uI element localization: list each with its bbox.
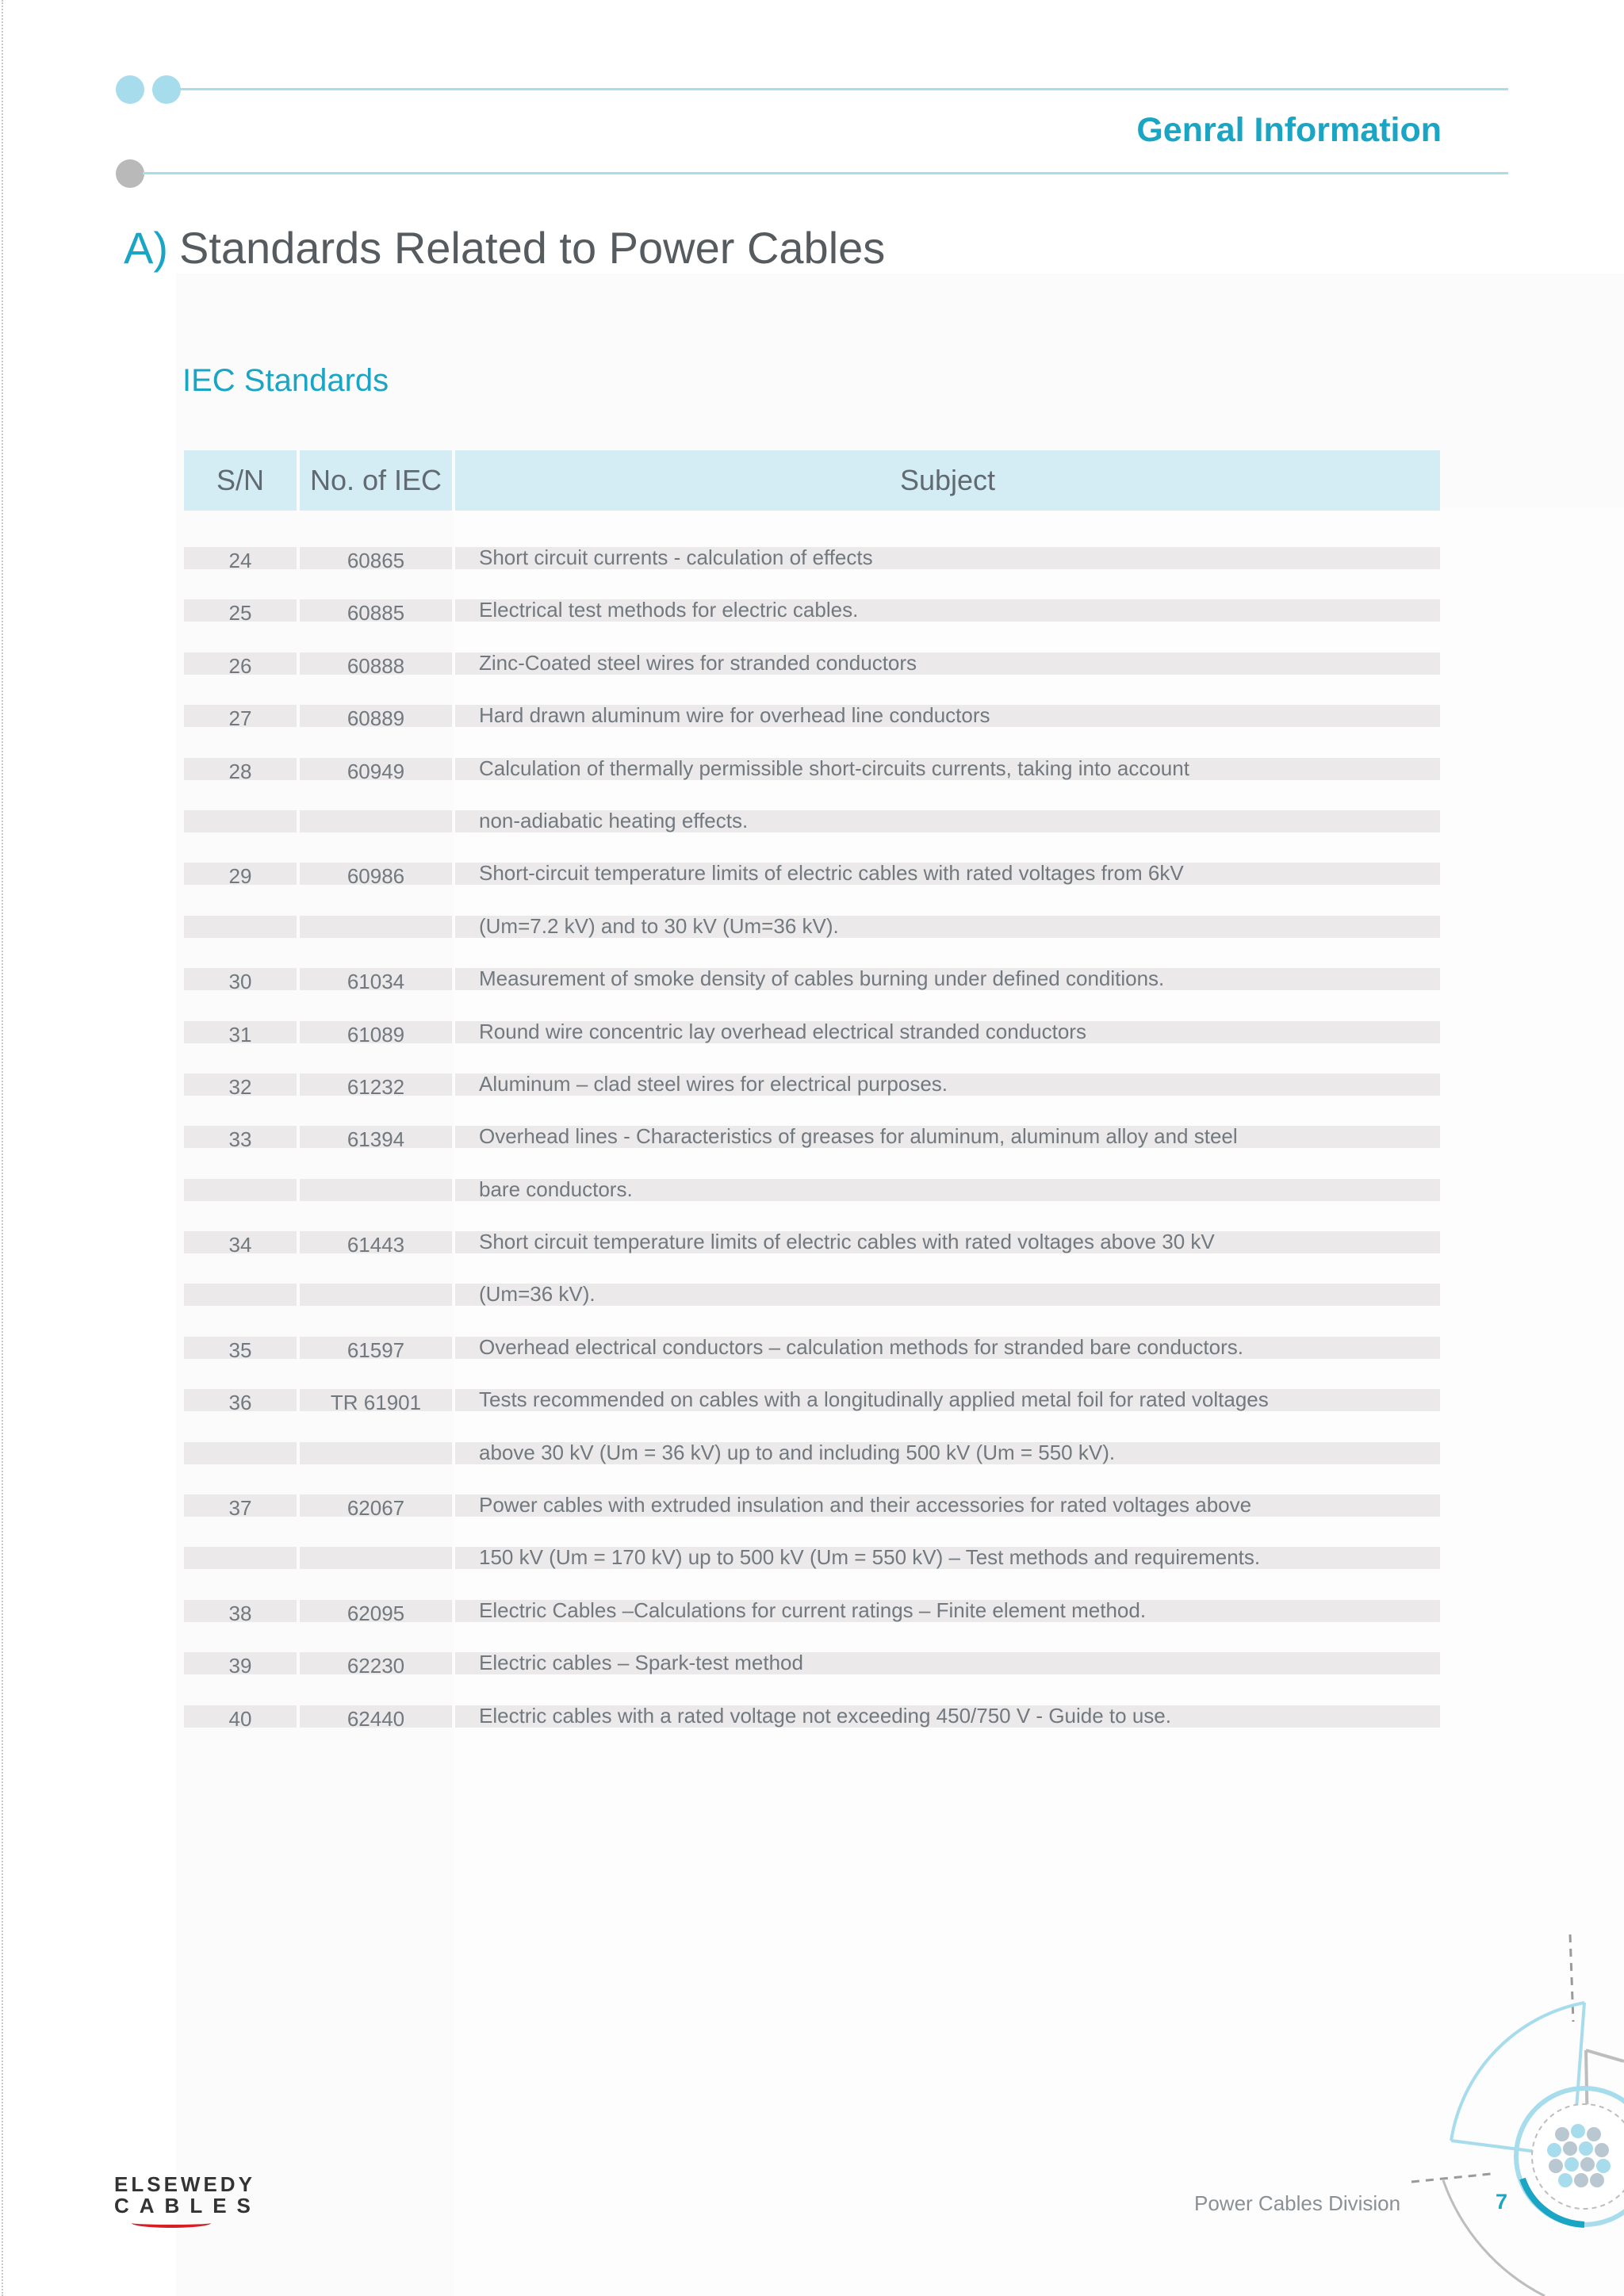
cell-sn — [184, 1705, 297, 1731]
table-row — [184, 525, 1440, 577]
cell-iec-number — [300, 1547, 452, 1569]
table-row — [184, 1261, 1440, 1314]
cell-subject-text: bare conductors. — [479, 1177, 633, 1201]
cell-sn — [184, 1073, 297, 1099]
cell-iec-number — [300, 599, 452, 626]
cell-subject — [455, 1073, 1440, 1096]
page-edge-dotted-border — [2, 0, 3, 2296]
cell-subject — [455, 968, 1440, 990]
cell-sn-text: 33 — [228, 1127, 252, 1152]
cell-iec-number-text: 60888 — [347, 653, 405, 678]
cell-subject — [455, 1494, 1440, 1517]
table-row — [184, 1104, 1440, 1156]
cell-subject-text: Overhead electrical conductors – calculation methods for stranded bare conductors. — [479, 1334, 1243, 1359]
cell-sn — [184, 1600, 297, 1625]
cell-subject — [455, 1442, 1440, 1464]
cell-iec-number — [300, 916, 452, 938]
cell-subject — [455, 1126, 1440, 1148]
cell-iec-number-text: 61034 — [347, 970, 405, 994]
cell-iec-number — [300, 1231, 452, 1257]
table-header — [184, 450, 1440, 511]
cell-iec-number — [300, 1126, 452, 1152]
cell-subject-text: Short circuit temperature limits of electric cables with rated voltages above 30 kV — [479, 1230, 1215, 1254]
cell-sn — [184, 758, 297, 783]
header-rule-top — [179, 88, 1508, 90]
elsewedy-cables-logo — [114, 2172, 261, 2228]
table-row — [184, 1472, 1440, 1525]
table-body — [184, 525, 1440, 1735]
cell-iec-number-text: 61443 — [347, 1233, 405, 1257]
cell-subject — [455, 863, 1440, 885]
table-row — [184, 788, 1440, 840]
cell-sn-text: 38 — [228, 1601, 252, 1625]
cell-subject — [455, 1179, 1440, 1201]
cell-subject-text: Electrical test methods for electric cables. — [479, 598, 859, 622]
table-row — [184, 999, 1440, 1051]
cell-sn-text: 28 — [228, 759, 252, 783]
table-row — [184, 1683, 1440, 1735]
cell-sn — [184, 968, 297, 994]
cell-subject — [455, 1547, 1440, 1569]
cell-sn-text: 32 — [228, 1074, 252, 1099]
cell-sn — [184, 1179, 297, 1201]
cell-subject — [455, 1600, 1440, 1622]
cell-iec-number — [300, 1389, 452, 1415]
page-heading — [124, 222, 885, 274]
table-row — [184, 1630, 1440, 1682]
table-row — [184, 1578, 1440, 1630]
heading-title: Standards Related to Power Cables — [179, 223, 886, 273]
cell-iec-number — [300, 1442, 452, 1464]
cell-sn-text: 24 — [228, 549, 252, 572]
table-row — [184, 1209, 1440, 1261]
cell-subject-text: Power cables with extruded insulation and their accessories for rated voltages above — [479, 1493, 1252, 1517]
header-dot-blue-2 — [152, 75, 181, 104]
cell-subject — [455, 1334, 1440, 1359]
cell-subject — [455, 1389, 1440, 1411]
cell-iec-number — [300, 1021, 452, 1047]
table-title: IEC Standards — [182, 363, 389, 398]
cell-sn — [184, 1337, 297, 1362]
cell-subject-text: (Um=36 kV). — [479, 1282, 596, 1307]
cell-subject-text: Zinc-Coated steel wires for stranded conductors — [479, 650, 917, 675]
cell-iec-number — [300, 758, 452, 783]
cell-sn — [184, 705, 297, 731]
cell-sn-text: 25 — [228, 601, 252, 626]
cell-subject-text: Electric cables with a rated voltage not exceeding 450/750 V - Guide to use. — [479, 1703, 1171, 1728]
cell-sn — [184, 599, 297, 626]
cell-sn — [184, 1652, 297, 1678]
cell-iec-number-text: 61597 — [347, 1337, 405, 1362]
cell-subject — [455, 1231, 1440, 1253]
cell-iec-number-text: TR 61901 — [330, 1391, 422, 1415]
cell-iec-number — [300, 863, 452, 889]
section-label: Genral Information — [1136, 111, 1442, 149]
cell-sn-text: 31 — [228, 1022, 252, 1047]
cell-subject — [455, 758, 1440, 780]
column-header-subject: Subject — [455, 450, 1440, 511]
cell-iec-number-text: 60949 — [347, 759, 405, 783]
cell-subject-text: Measurement of smoke density of cables burning under defined conditions. — [479, 966, 1165, 991]
header-dot-blue-1 — [116, 75, 144, 104]
cell-subject-text: Overhead lines - Characteristics of greases for aluminum, aluminum alloy and steel — [479, 1124, 1238, 1149]
header-dot-grey — [116, 159, 144, 188]
cell-sn — [184, 810, 297, 832]
cell-subject-text: above 30 kV (Um = 36 kV) up to and including 500 kV (Um = 550 kV). — [479, 1440, 1116, 1464]
table-row — [184, 1525, 1440, 1577]
column-header-sn: S/N — [184, 450, 297, 511]
table-row — [184, 630, 1440, 683]
cell-subject-text: Round wire concentric lay overhead electrical stranded conductors — [479, 1019, 1086, 1043]
cell-iec-number-text: 62440 — [347, 1706, 405, 1731]
cell-iec-number-text: 62230 — [347, 1654, 405, 1678]
cell-sn-text: 36 — [228, 1391, 252, 1415]
cell-iec-number-text: 61232 — [347, 1074, 405, 1099]
table-row — [184, 1420, 1440, 1472]
cell-iec-number — [300, 1073, 452, 1099]
table-row — [184, 736, 1440, 788]
cell-sn — [184, 1389, 297, 1415]
cell-sn-text: 29 — [228, 864, 252, 889]
heading-prefix: A) — [124, 223, 168, 273]
cell-sn — [184, 547, 297, 572]
table-row — [184, 894, 1440, 946]
cell-sn — [184, 863, 297, 889]
cell-sn-text: 40 — [228, 1706, 252, 1731]
cell-subject-text: Tests recommended on cables with a longitudinally applied metal foil for rated voltages — [479, 1387, 1269, 1412]
logo-wordmark-bottom: CABLES — [114, 2194, 261, 2218]
cell-sn-text: 34 — [228, 1233, 252, 1257]
cell-iec-number — [300, 1705, 452, 1731]
cell-subject — [455, 1652, 1440, 1674]
cell-subject-text: non-adiabatic heating effects. — [479, 808, 749, 832]
cell-iec-number — [300, 547, 452, 572]
cell-iec-number — [300, 968, 452, 994]
cell-subject-text: Aluminum – clad steel wires for electrical purposes. — [479, 1071, 948, 1096]
cell-sn — [184, 1126, 297, 1152]
footer-division: Power Cables Division — [1194, 2191, 1401, 2215]
cell-iec-number-text: 60986 — [347, 864, 405, 889]
cell-subject-text: Electric Cables –Calculations for current ratings – Finite element method. — [479, 1598, 1147, 1622]
cell-iec-number — [300, 1600, 452, 1625]
cell-subject-text: Calculation of thermally permissible short-circuits currents, taking into account — [479, 756, 1189, 780]
cell-iec-number-text: 61394 — [347, 1127, 405, 1152]
cell-sn — [184, 916, 297, 938]
table-row — [184, 683, 1440, 735]
cell-iec-number-text: 62095 — [347, 1601, 405, 1625]
cell-subject — [455, 810, 1440, 832]
page-number: 7 — [1496, 2190, 1508, 2214]
table-row — [184, 1314, 1440, 1367]
column-header-iec-number: No. of IEC — [300, 450, 452, 511]
table-row — [184, 1051, 1440, 1104]
table-row — [184, 577, 1440, 629]
cell-subject-text: Short-circuit temperature limits of electric cables with rated voltages from 6kV — [479, 861, 1184, 886]
cell-sn — [184, 1442, 297, 1464]
cable-cross-section-graphic — [1404, 1927, 1624, 2296]
header-rule-bottom — [143, 172, 1508, 174]
cell-iec-number — [300, 652, 452, 678]
cell-sn — [184, 1021, 297, 1047]
cell-sn — [184, 1231, 297, 1257]
cell-sn — [184, 652, 297, 678]
table-row — [184, 1157, 1440, 1209]
cell-subject-text: 150 kV (Um = 170 kV) up to 500 kV (Um = 550 kV) – Test methods and requirements. — [479, 1545, 1261, 1570]
cell-iec-number-text: 62067 — [347, 1496, 405, 1521]
cell-iec-number — [300, 1179, 452, 1201]
cell-subject — [455, 705, 1440, 727]
logo-wordmark-top: ELSEWEDY — [114, 2172, 255, 2196]
cell-sn-text: 30 — [228, 970, 252, 994]
cell-iec-number — [300, 1652, 452, 1678]
cell-iec-number-text: 60889 — [347, 706, 405, 731]
cell-subject — [455, 1705, 1440, 1728]
cell-subject — [455, 652, 1440, 675]
cell-subject — [455, 599, 1440, 622]
cell-iec-number-text: 61089 — [347, 1022, 405, 1047]
cell-iec-number-text: 60885 — [347, 601, 405, 626]
cell-sn — [184, 1547, 297, 1569]
cell-subject — [455, 547, 1440, 569]
logo-swoosh — [132, 2218, 211, 2228]
cell-sn-text: 37 — [228, 1496, 252, 1521]
cell-sn-text: 27 — [228, 706, 252, 731]
cell-subject — [455, 1284, 1440, 1306]
cell-subject-text: Hard drawn aluminum wire for overhead line conductors — [479, 703, 990, 728]
cell-subject-text: Electric cables – Spark-test method — [479, 1651, 803, 1675]
cell-sn — [184, 1284, 297, 1306]
cell-iec-number-text: 60865 — [347, 549, 405, 572]
cell-iec-number — [300, 705, 452, 731]
table-row — [184, 840, 1440, 893]
cell-iec-number — [300, 1494, 452, 1521]
cell-subject-text: Short circuit currents - calculation of effects — [479, 545, 873, 569]
cell-iec-number — [300, 1284, 452, 1306]
table-row — [184, 946, 1440, 998]
cell-iec-number — [300, 810, 452, 832]
cell-iec-number — [300, 1337, 452, 1362]
cell-subject-text: (Um=7.2 kV) and to 30 kV (Um=36 kV). — [479, 913, 839, 938]
cell-sn-text: 39 — [228, 1654, 252, 1678]
table-row — [184, 1367, 1440, 1419]
cell-sn-text: 35 — [228, 1337, 252, 1362]
cell-sn-text: 26 — [228, 653, 252, 678]
cell-subject — [455, 913, 1440, 938]
iec-standards-table — [184, 450, 1440, 1731]
cell-sn — [184, 1494, 297, 1521]
cell-subject — [455, 1021, 1440, 1043]
